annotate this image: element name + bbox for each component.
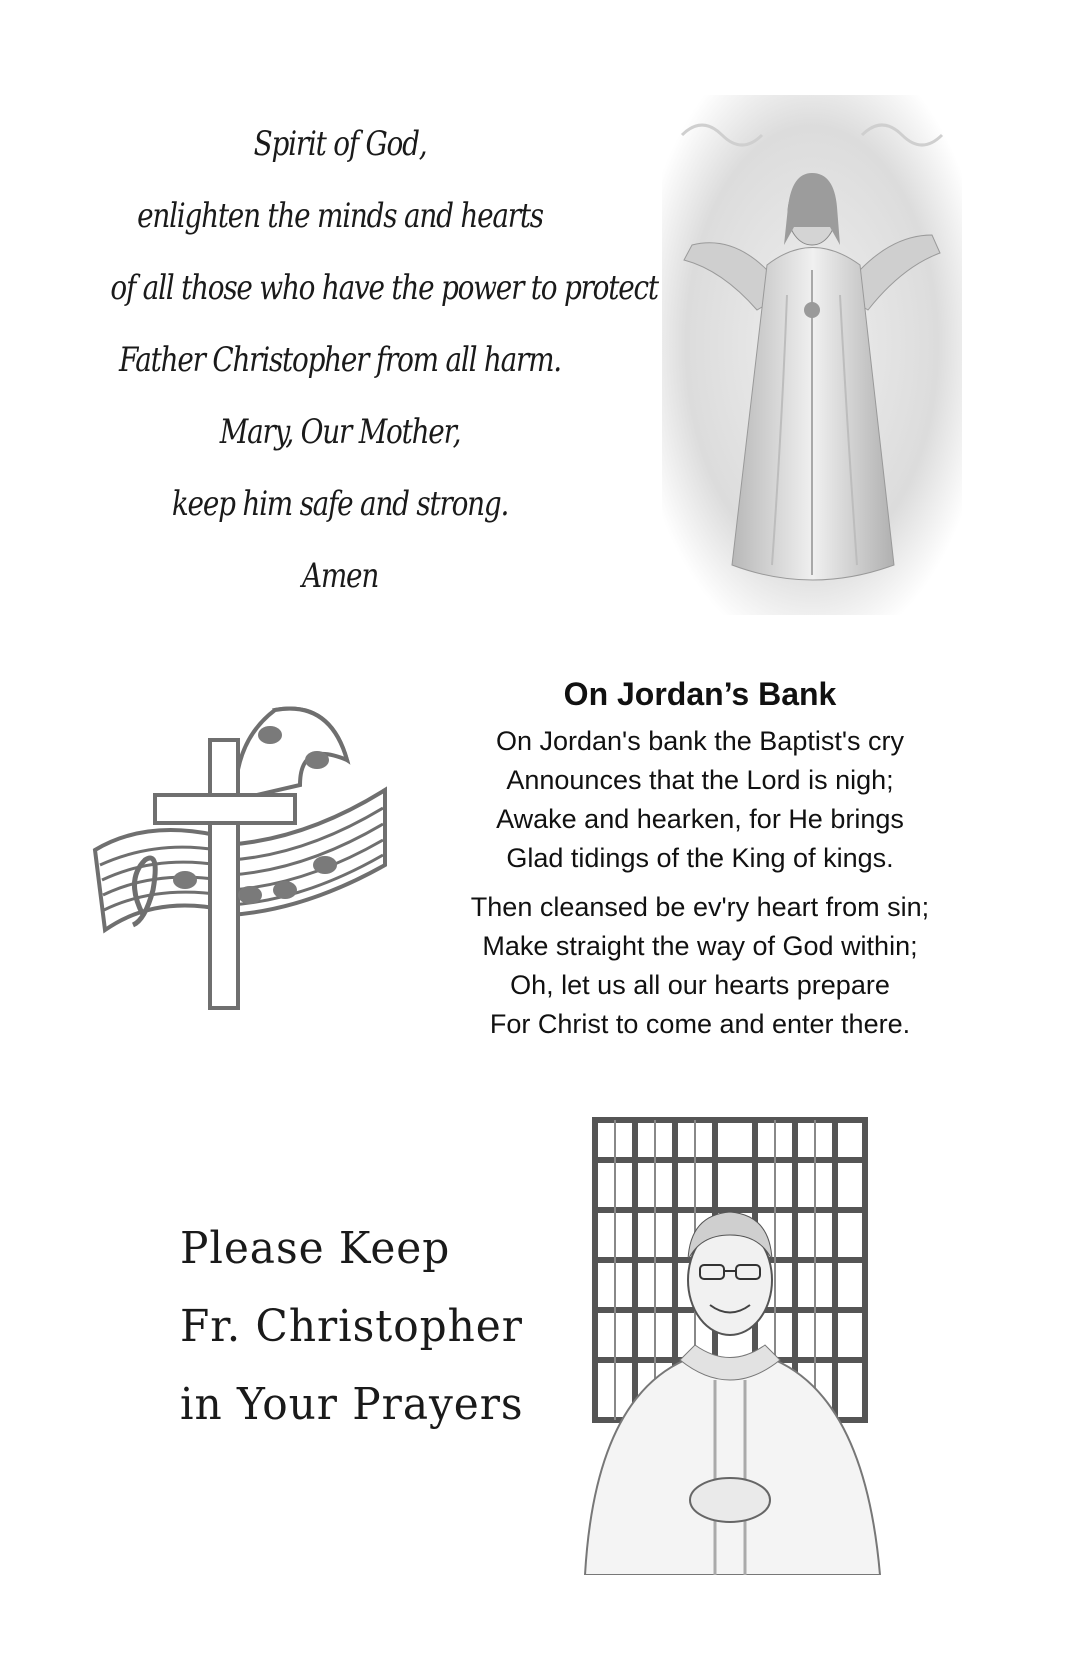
- prayer-line: Amen: [301, 556, 379, 596]
- hymn-section: [410, 672, 990, 1044]
- jesus-statue-image: [662, 95, 962, 615]
- hymn-line: Announces that the Lord is nigh;: [506, 765, 894, 795]
- hymn-line: For Christ to come and enter there.: [489, 1009, 911, 1039]
- hymn-line: Oh, let us all our hearts prepare: [510, 970, 890, 1000]
- prayer-text: [110, 108, 658, 612]
- hymn-line: Make straight the way of God within;: [482, 931, 918, 961]
- keep-line: Fr. Christopher: [180, 1301, 523, 1352]
- hymn-verse-2: [410, 888, 990, 1044]
- keep-line: in Your Prayers: [180, 1379, 524, 1430]
- hymn-line: Awake and hearken, for He brings: [496, 804, 904, 834]
- prayer-line: Mary, Our Mother,: [219, 412, 461, 452]
- music-cross-image: [85, 700, 415, 1030]
- hymn-line: On Jordan's bank the Baptist's cry: [495, 726, 904, 756]
- hymn-line: Glad tidings of the King of kings.: [506, 843, 894, 873]
- keep-line: Please Keep: [180, 1223, 451, 1274]
- prayer-line: enlighten the minds and hearts: [137, 196, 543, 236]
- prayer-line: of all those who have the power to protect: [110, 268, 658, 308]
- hymn-title: On Jordan’s Bank: [563, 676, 837, 712]
- prayer-line: Father Christopher from all harm.: [119, 340, 561, 380]
- please-keep-text: [180, 1210, 583, 1444]
- hymn-line: Then cleansed be ev'ry heart from sin;: [470, 892, 930, 922]
- priest-portrait-image: [565, 1100, 895, 1575]
- prayer-line: Spirit of God,: [253, 124, 427, 164]
- hymn-verse-1: [410, 722, 990, 878]
- prayer-line: keep him safe and strong.: [171, 484, 509, 524]
